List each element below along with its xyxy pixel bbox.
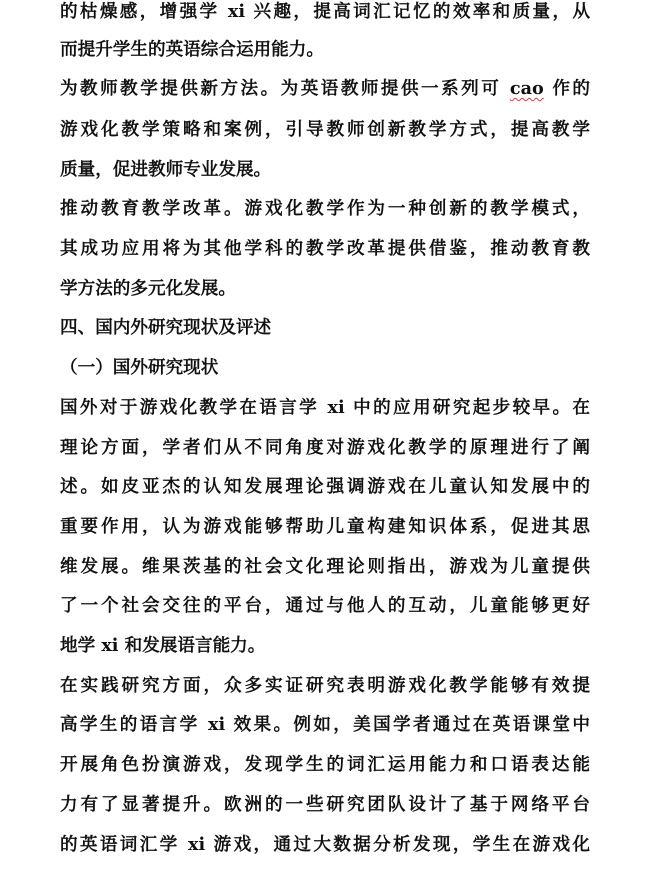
- text-line: 游戏化教学策略和案例，引导教师创新教学方式，提高教学: [60, 119, 590, 140]
- text-line: 述。如皮亚杰的认知发展理论强调游戏在儿童认知发展中的: [60, 476, 590, 497]
- text-segment: 作的: [543, 78, 590, 99]
- text-line: [60, 74, 590, 104]
- text-line: 的枯燥感，增强学 xi 兴趣，提高词汇记忆的效率和质量，从: [60, 1, 590, 22]
- text-line: 高学生的语言学 xi 效果。例如，美国学者通过在英语课堂中: [60, 714, 590, 735]
- text-line: 在实践研究方面，众多实证研究表明游戏化教学能够有效提: [60, 675, 590, 696]
- text-line: 地学 xi 和发展语言能力。: [60, 635, 266, 656]
- subsection-heading: （一）国外研究现状: [60, 357, 219, 378]
- text-segment: 为教师教学提供新方法。为英语教师提供一系列可: [60, 78, 510, 99]
- text-line: 开展角色扮演游戏，发现学生的词汇运用能力和口语表达能: [60, 754, 590, 775]
- text-line: 了一个社会交往的平台，通过与他人的互动，儿童能够更好: [60, 595, 590, 616]
- spellcheck-flagged-word: cao: [509, 78, 544, 99]
- text-line: 学方法的多元化发展。: [60, 278, 236, 299]
- section-heading: 四、国内外研究现状及评述: [60, 317, 272, 338]
- text-line: 而提升学生的英语综合运用能力。: [60, 39, 324, 60]
- text-line: 国外对于游戏化教学在语言学 xi 中的应用研究起步较早。在: [60, 397, 590, 418]
- text-line: 的英语词汇学 xi 游戏，通过大数据分析发现，学生在游戏化: [60, 834, 590, 855]
- text-line: 重要作用，认为游戏能够帮助儿童构建知识体系，促进其思: [60, 516, 590, 537]
- text-line: 其成功应用将为其他学科的教学改革提供借鉴，推动教育教: [60, 238, 590, 259]
- text-line: 理论方面，学者们从不同角度对游戏化教学的原理进行了阐: [60, 437, 590, 458]
- text-line: 力有了显著提升。欧洲的一些研究团队设计了基于网络平台: [60, 794, 590, 815]
- text-line: 推动教育教学改革。游戏化教学作为一种创新的教学模式，: [60, 198, 590, 219]
- text-line: 维发展。维果茨基的社会文化理论则指出，游戏为儿童提供: [60, 556, 590, 577]
- text-line: 质量，促进教师专业发展。: [60, 159, 272, 180]
